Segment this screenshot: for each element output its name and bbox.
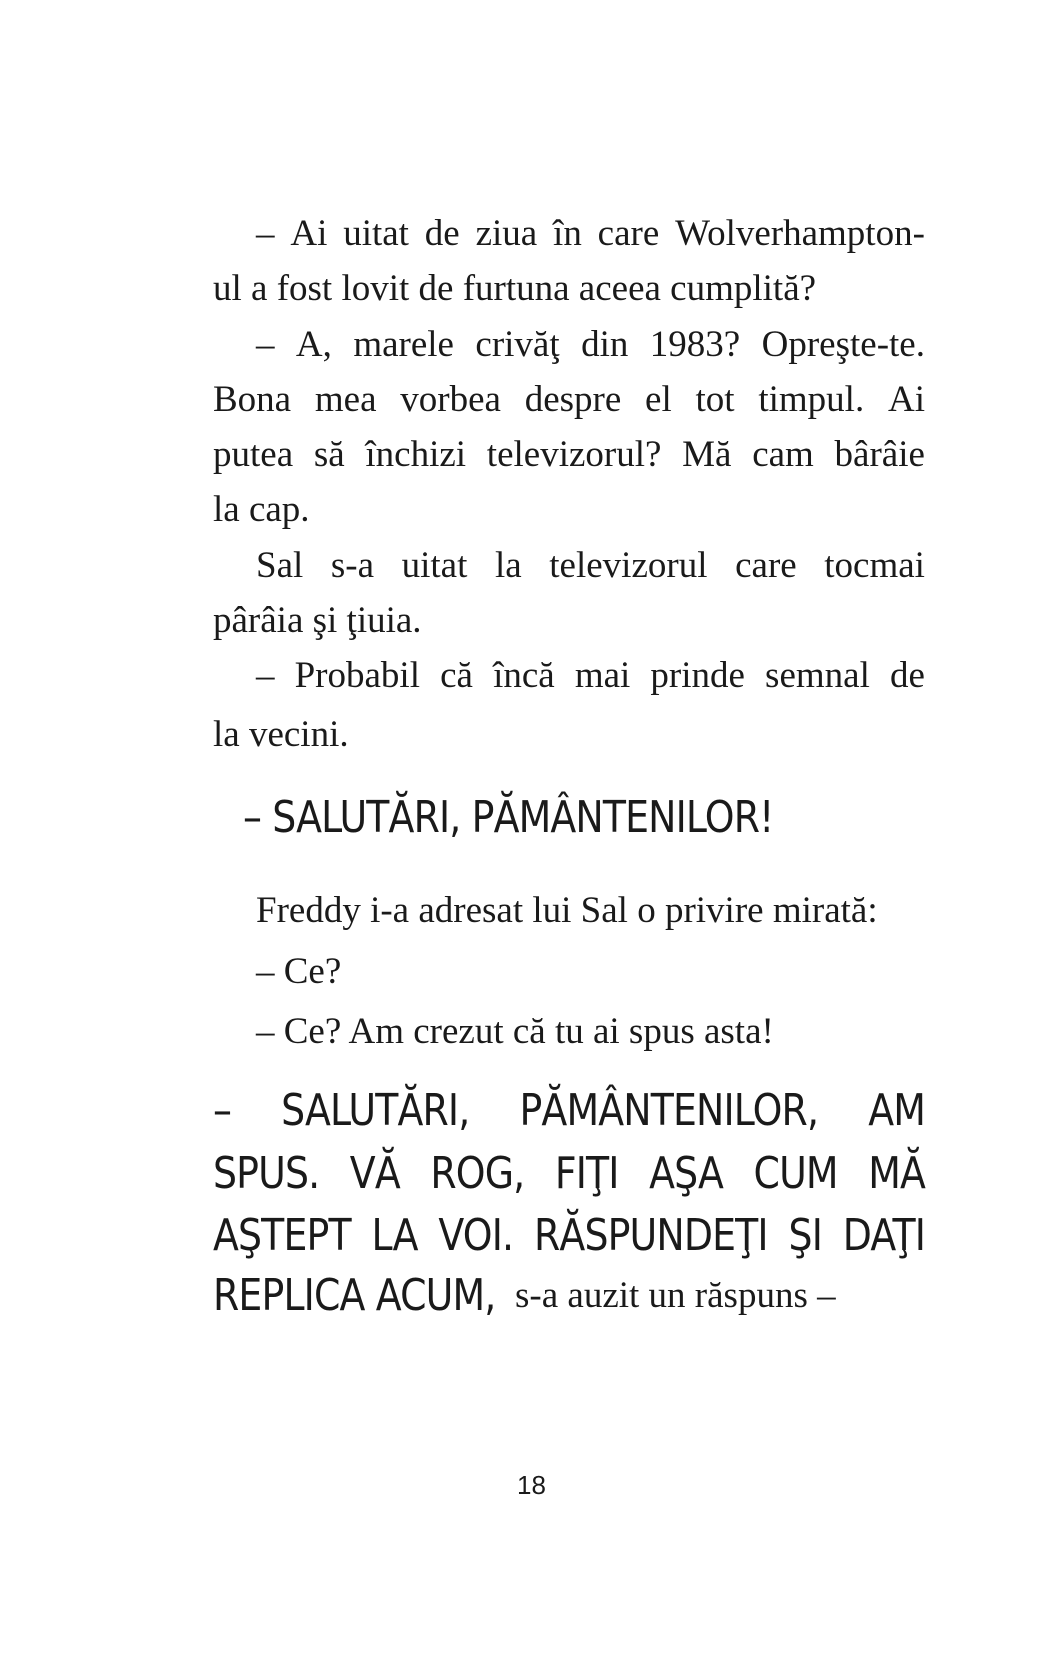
word: – xyxy=(256,324,275,365)
word: AM xyxy=(868,1085,926,1136)
word: încă xyxy=(493,655,555,696)
word: bârâie xyxy=(834,434,925,475)
text-line-content xyxy=(256,647,925,705)
text-line: Freddy i-a adresat lui Sal o privire mirată: xyxy=(256,890,878,931)
text-line-content xyxy=(256,316,925,374)
shout-line-content xyxy=(213,1210,925,1261)
word: LA xyxy=(371,1210,418,1261)
word: AŞTEPT xyxy=(213,1210,351,1261)
shout-line xyxy=(213,1085,926,1136)
word: mea xyxy=(314,379,377,420)
word: despre xyxy=(524,379,622,420)
word: prinde xyxy=(650,655,745,696)
text-line-content xyxy=(213,371,925,429)
word: AŞA xyxy=(649,1148,724,1199)
word: la xyxy=(494,545,522,586)
text-line xyxy=(256,205,925,263)
text-line xyxy=(256,537,925,595)
text-line xyxy=(256,647,925,705)
text-line: – Ce? xyxy=(256,951,342,992)
shout-heading: – SALUTĂRI, PĂMÂNTENILOR! xyxy=(243,792,774,843)
word: RĂSPUNDEŢI xyxy=(533,1210,768,1261)
shout-mixed-line xyxy=(213,1270,925,1330)
shout-line-content xyxy=(213,1085,925,1136)
word: A, xyxy=(295,324,332,365)
word: DAŢI xyxy=(842,1210,926,1261)
text-line xyxy=(213,371,925,429)
word: care xyxy=(735,545,797,586)
word: vorbea xyxy=(400,379,501,420)
word: 1983? xyxy=(649,324,741,365)
word: VOI. xyxy=(438,1210,514,1261)
word: Mă xyxy=(682,434,732,475)
text-line: la vecini. xyxy=(213,714,349,755)
word: s-a xyxy=(330,545,375,586)
word: cam xyxy=(752,434,814,475)
word: SPUS. xyxy=(213,1148,320,1199)
word: ziua xyxy=(475,213,538,254)
text-line-content xyxy=(256,205,925,263)
text-line: ul a fost lovit de furtuna aceea cumplită? xyxy=(213,268,817,309)
word: că xyxy=(440,655,473,696)
word: să xyxy=(313,434,345,475)
word: Wolverhampton- xyxy=(675,213,925,254)
word: din xyxy=(581,324,629,365)
word: ROG, xyxy=(430,1148,525,1199)
text-line xyxy=(213,426,925,484)
shout-line-content xyxy=(213,1148,925,1199)
word: de xyxy=(889,655,925,696)
word: de xyxy=(424,213,460,254)
word: televizorul xyxy=(549,545,708,586)
word: închizi xyxy=(365,434,467,475)
page-number: 18 xyxy=(517,1470,546,1500)
text-line-content xyxy=(213,426,925,484)
text-line: – Ce? Am crezut că tu ai spus asta! xyxy=(256,1011,774,1052)
shout-line-content: REPLICA ACUM, xyxy=(213,1270,496,1321)
word: Ai xyxy=(290,213,328,254)
word: marele xyxy=(353,324,454,365)
word: uitat xyxy=(401,545,468,586)
word: televizorul? xyxy=(486,434,662,475)
word: mai xyxy=(574,655,631,696)
text-line-content xyxy=(256,537,925,595)
word: care xyxy=(597,213,660,254)
text-line xyxy=(256,316,925,374)
text-line: pârâia şi ţiuia. xyxy=(213,600,422,641)
word: – xyxy=(256,655,275,696)
shout-line xyxy=(213,1210,926,1261)
word: Probabil xyxy=(294,655,420,696)
word: PĂMÂNTENILOR, xyxy=(519,1085,819,1136)
word: crivăţ xyxy=(475,324,560,365)
text-line: la cap. xyxy=(213,489,310,530)
word: Bona xyxy=(213,379,292,420)
word: el xyxy=(645,379,672,420)
word: semnal xyxy=(765,655,870,696)
word: – xyxy=(256,213,275,254)
shout-line xyxy=(213,1148,926,1199)
word: tocmai xyxy=(824,545,925,586)
word: Ai xyxy=(887,379,925,420)
word: în xyxy=(553,213,582,254)
word: ŞI xyxy=(788,1210,822,1261)
word: tot xyxy=(695,379,735,420)
word: FIŢI xyxy=(554,1148,619,1199)
word: Opreşte-te. xyxy=(761,324,925,365)
word: VĂ xyxy=(349,1148,400,1199)
word: putea xyxy=(213,434,294,475)
word: MĂ xyxy=(868,1148,926,1199)
word: CUM xyxy=(753,1148,838,1199)
word: SALUTĂRI, xyxy=(281,1085,470,1136)
word: timpul. xyxy=(758,379,865,420)
text-line-content: s-a auzit un răspuns – xyxy=(515,1275,836,1316)
word: uitat xyxy=(343,213,409,254)
word: – xyxy=(213,1085,232,1136)
word: Sal xyxy=(256,545,304,586)
